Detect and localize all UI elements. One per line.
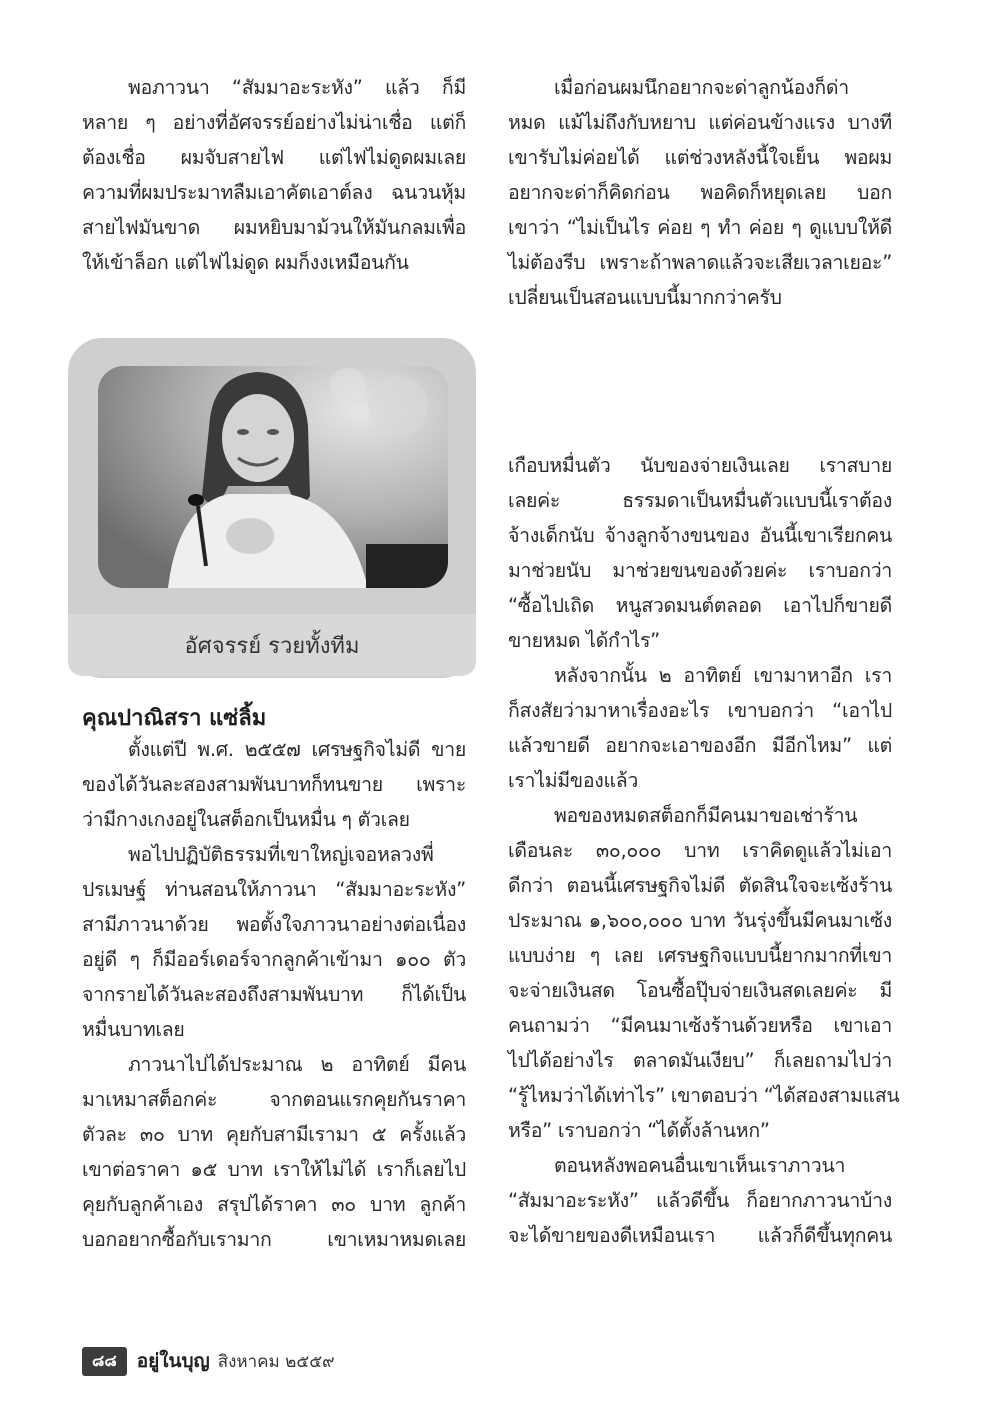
text-line: ว่ามีกางเกงอยู่ในสต็อกเป็นหมื่น ๆ ตัวเลย bbox=[82, 808, 410, 831]
text-line: ก็สงสัยว่ามาหาเรื่องอะไร เขาบอกว่า “เอาไป bbox=[508, 699, 892, 722]
text-line: หมด แม้ไม่ถึงกับหยาบ แต่ค่อนข้างแรง บางที bbox=[508, 111, 892, 134]
text-line: ไม่ต้องรีบ เพราะถ้าพลาดแล้วจะเสียเวลาเยอะ” bbox=[508, 251, 892, 274]
text-line: “ซื้อไปเถิด หนูสวดมนต์ตลอด เอาไปก็ขายดี bbox=[508, 594, 892, 617]
text-line: พอของหมดสต็อกก็มีคนมาขอเช่าร้าน bbox=[554, 804, 858, 827]
text-line: ประมาณ ๑,๖๐๐,๐๐๐ บาท วันรุ่งขึ้นมีคนมาเซ้ง bbox=[508, 909, 892, 932]
text-line: เปลี่ยนเป็นสอนแบบนี้มากกว่าครับ bbox=[508, 286, 782, 309]
text-line: จ้างเด็กนับ จ้างลูกจ้างขนของ อันนี้เขาเรียกคน bbox=[508, 524, 892, 547]
text-line: จากรายได้วันละสองถึงสามพันบาท ก็ได้เป็น bbox=[82, 983, 466, 1006]
text-line: จะได้ขายของดีเหมือนเรา แล้วก็ดีขึ้นทุกคน bbox=[508, 1224, 892, 1247]
text-line: คนถามว่า “มีคนมาเซ้งร้านด้วยหรือ เขาเอา bbox=[508, 1014, 892, 1037]
text-line: เราไม่มีของแล้ว bbox=[508, 769, 639, 792]
text-line: จะจ่ายเงินสด โอนซื้อปุ๊บจ่ายเงินสดเลยค่ะ มี bbox=[508, 979, 892, 1002]
text-line: ตอนหลังพอคนอื่นเขาเห็นเราภาวนา bbox=[554, 1154, 846, 1177]
text-line: ตัวละ ๓๐ บาท คุยกับสามีเรามา ๕ ครั้งแล้ว bbox=[82, 1123, 466, 1146]
magazine-name: อยู่ในบุญ bbox=[136, 1350, 210, 1372]
text-line: พอภาวนา “สัมมาอะระหัง” แล้ว ก็มี bbox=[128, 76, 466, 99]
text-line: หมื่นบาทเลย bbox=[82, 1018, 185, 1041]
text-line: ขายหมด ได้กำไร” bbox=[508, 629, 660, 652]
text-line: “สัมมาอะระหัง” แล้วดีขึ้น ก็อยากภาวนาบ้าง bbox=[508, 1189, 892, 1212]
text-line: ภาวนาไปได้ประมาณ ๒ อาทิตย์ มีคน bbox=[128, 1053, 466, 1076]
text-line: หลาย ๆ อย่างที่อัศจรรย์อย่างไม่น่าเชื่อ แต่ก็ bbox=[82, 111, 466, 134]
text-line: มาช่วยนับ มาช่วยขนของด้วยค่ะ เราบอกว่า bbox=[508, 559, 892, 582]
section-heading: คุณปาณิสรา แซ่ลิ้ม bbox=[82, 706, 267, 731]
text-line: มาเหมาสต็อกค่ะ จากตอนแรกคุยกันราคา bbox=[82, 1088, 466, 1111]
text-line: ดีกว่า ตอนนี้เศรษฐกิจไม่ดี ตัดสินใจจะเซ้งร้าน bbox=[508, 874, 892, 897]
text-line: ปรเมษฐ์ ท่านสอนให้ภาวนา “สัมมาอะระหัง” bbox=[82, 878, 466, 901]
page-footer bbox=[82, 1346, 335, 1376]
text-line: เมื่อก่อนผมนึกอยากจะด่าลูกน้องก็ด่า bbox=[554, 76, 849, 99]
text-line: แบบง่าย ๆ เลย เศรษฐกิจแบบนี้ยากมากที่เขา bbox=[508, 944, 892, 967]
left-top-paragraph bbox=[82, 70, 466, 280]
text-line: หรือ” เราบอกว่า “ได้ตั้งล้านหก” bbox=[508, 1119, 770, 1142]
portrait-photo bbox=[98, 366, 448, 588]
text-line: อยากจะด่าก็คิดก่อน พอคิดก็หยุดเลย บอก bbox=[508, 181, 892, 204]
text-line: ตั้งแต่ปี พ.ศ. ๒๕๕๗ เศรษฐกิจไม่ดี ขาย bbox=[128, 738, 466, 761]
right-bottom-paragraphs bbox=[508, 448, 900, 1253]
text-line: หลังจากนั้น ๒ อาทิตย์ เขามาหาอีก เรา bbox=[554, 664, 892, 687]
text-line: ให้เข้าล็อก แต่ไฟไม่ดูด ผมก็งงเหมือนกัน bbox=[82, 251, 409, 274]
text-line: ความที่ผมประมาทลืมเอาคัตเอาต์ลง ฉนวนหุ้ม bbox=[82, 181, 466, 204]
text-line: บอกอยากซื้อกับเรามาก เขาเหมาหมดเลย bbox=[82, 1228, 466, 1251]
text-line: อยู่ดี ๆ ก็มีออร์เดอร์จากลูกค้าเข้ามา ๑๐๐ ตัว bbox=[82, 948, 466, 971]
text-line: ของได้วันละสองสามพันบาทก็ทนขาย เพราะ bbox=[82, 773, 466, 796]
text-line: เดือนละ ๓๐,๐๐๐ บาท เราคิดดูแล้วไม่เอา bbox=[508, 839, 892, 862]
text-line: เขาว่า “ไม่เป็นไร ค่อย ๆ ทำ ค่อย ๆ ดูแบบให้ดี bbox=[508, 216, 892, 239]
right-top-paragraph bbox=[508, 70, 892, 315]
left-bottom-paragraphs bbox=[82, 732, 466, 1257]
text-line: ต้องเชื่อ ผมจับสายไฟ แต่ไฟไม่ดูดผมเลย bbox=[82, 146, 466, 169]
text-line: เลยค่ะ ธรรมดาเป็นหมื่นตัวแบบนี้เราต้อง bbox=[508, 489, 892, 512]
text-line: แล้วขายดี อยากจะเอาของอีก มีอีกไหม” แต่ bbox=[508, 734, 892, 757]
text-line: เขาต่อราคา ๑๕ บาท เราให้ไม่ได้ เราก็เลยไป bbox=[82, 1158, 466, 1181]
caption-bar bbox=[68, 614, 476, 676]
photo-caption: อัศจรรย์ รวยทั้งทีม bbox=[184, 634, 360, 659]
page-number: ๘๘ bbox=[82, 1347, 127, 1376]
text-line: “รู้ไหมว่าได้เท่าไร” เขาตอบว่า “ได้สองสามแสน bbox=[508, 1084, 900, 1107]
text-line: สามีภาวนาด้วย พอตั้งใจภาวนาอย่างต่อเนื่อง bbox=[82, 913, 466, 936]
text-line: คุยกับลูกค้าเอง สรุปได้ราคา ๓๐ บาท ลูกค้า bbox=[82, 1193, 466, 1216]
text-line: สายไฟมันขาด ผมหยิบมาม้วนให้มันกลมเพื่อ bbox=[82, 216, 466, 239]
text-line: ไปได้อย่างไร ตลาดมันเงียบ” ก็เลยถามไปว่า bbox=[508, 1049, 892, 1072]
issue-date: สิงหาคม ๒๕๕๙ bbox=[217, 1351, 335, 1372]
text-line: พอไปปฏิบัติธรรมที่เขาใหญ่เจอหลวงพี่ bbox=[128, 843, 434, 866]
portrait-image bbox=[98, 366, 448, 588]
photo-frame bbox=[68, 338, 476, 678]
text-line: เกือบหมื่นตัว นับของจ่ายเงินเลย เราสบาย bbox=[508, 454, 892, 477]
text-line: เขารับไม่ค่อยได้ แต่ช่วงหลังนี้ใจเย็น พอผม bbox=[508, 146, 892, 169]
